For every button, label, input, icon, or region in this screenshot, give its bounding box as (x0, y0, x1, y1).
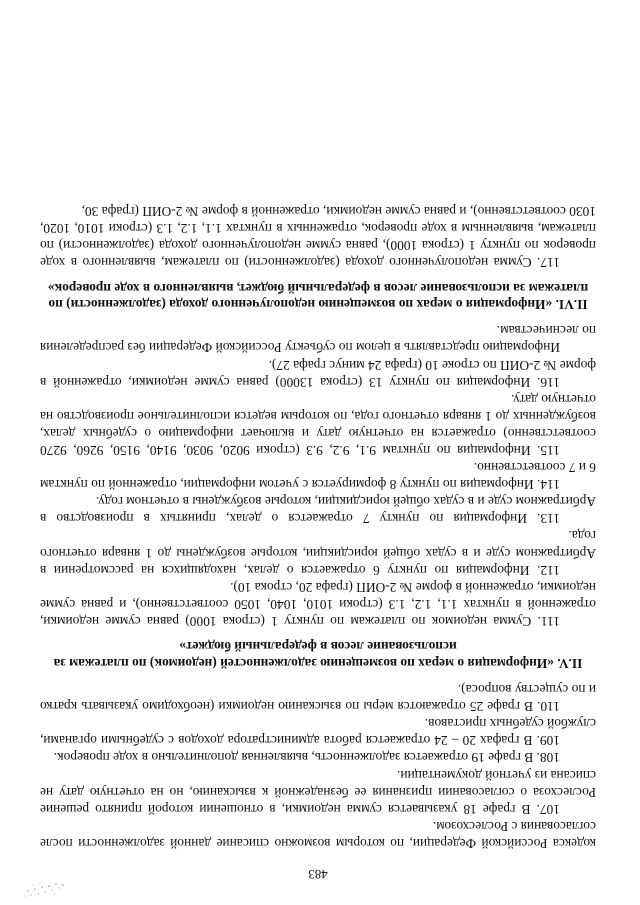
paragraph-108: 108. В графе 19 отражается задолженность, выявленная дополнительно в ходе проверок. (53, 750, 560, 766)
paragraph-117: 117. Сумма недополученного дохода (задолженности) по платежам, выявленного в ходе проверок по пункту 1 (строка 1000), равна сумме недополученного дохода (задолженности) по платежам, выявленным в ходе проверок, отраженных в пунктах 1.1, 1.2, 1.3 (строки 1010, 1020, 1030 соответственно), и равна сумме недоимки, отраженной в форме № 2-ОИП (графа 30, (40, 204, 596, 271)
paragraph-113: 113. Информация по пункту 7 отражается о делах, принятых в производство в Арбитражном суде и в судах общей юрисдикции, которые возбуждены в отчетном году. (40, 494, 596, 527)
section-title-v: II.V. «Информация о мерах по возмещению задолженностей (недоимок) по платежам за использование лесов в федеральный бюджет» (53, 639, 583, 671)
page-number: 483 (308, 867, 328, 882)
paragraph-note: Информацию представлять в целом по субъекту Российской Федерации без распределения по лесничествам. (40, 323, 596, 356)
page-content (40, 203, 596, 883)
paragraph-107: 107. В графе 18 указывается сумма недоимки, в отношении которой принято решение Рослесхоза о согласовании признания ее безнадежной к взысканию, но на отчетную дату не списана из учетной документации. (40, 767, 596, 817)
paragraph-110: 110. В графе 25 отражаются меры по взысканию недоимки (необходимо указывать кратко и по существу вопроса). (40, 682, 596, 715)
scan-artifact (22, 881, 66, 899)
paragraph-115: 115. Информация по пунктам 9.1, 9.2, 9.3 (строки 9020, 9030, 9140, 9150, 9260, 9270 соответственно) отражается на отчетную дату и включает информацию о судебных делах, возбужденных до 1 января отчетного года, по которым ведется исполнительное производство на отчетную дату. (40, 391, 596, 459)
paragraph-116: 116. Информация по пункту 13 (строка 13000) равна сумме недоимки, отраженной в форме № 2-ОИП по строке 10 (графа 24 минус графа 27). (40, 357, 596, 390)
paragraph-112: 112. Информация по пункту 6 отражается о делах, находящихся на рассмотрении в Арбитражном суде и в судах общей юрисдикции, которые возбуждены до 1 января отчетного года. (40, 528, 596, 578)
section-title-vi: II.VI. «Информация о мерах по возмещению недополученного дохода (задолженности) по платежам за использование лесов в федеральный бюджет, выявленного в ходе проверок» (47, 280, 589, 313)
paragraph-111: 111. Сумма недоимок по платежам по пункту 1 (строка 1000) равна сумме недоимки, отраженной в пунктах 1.1, 1.2, 1.3 (строки 1010, 1040, 1050 соответственно), и равна сумме недоимки, отраженной в форме № 2-ОИП (графа 20, строка 10). (40, 579, 596, 629)
paragraph-continuation: кодекса Российской Федерации, по которым возможно списание данной задолженности после согласования с Рослесхозом. (40, 818, 596, 851)
paragraph-114: 114. Информация по пункту 8 формируется с учетом информации, отраженной по пунктам 6 и 7 соответственно. (40, 460, 596, 493)
paragraph-109: 109. В графах 20 – 24 отражается работа администратора доходов с судебными органами, службой судебных приставов. (40, 716, 596, 749)
